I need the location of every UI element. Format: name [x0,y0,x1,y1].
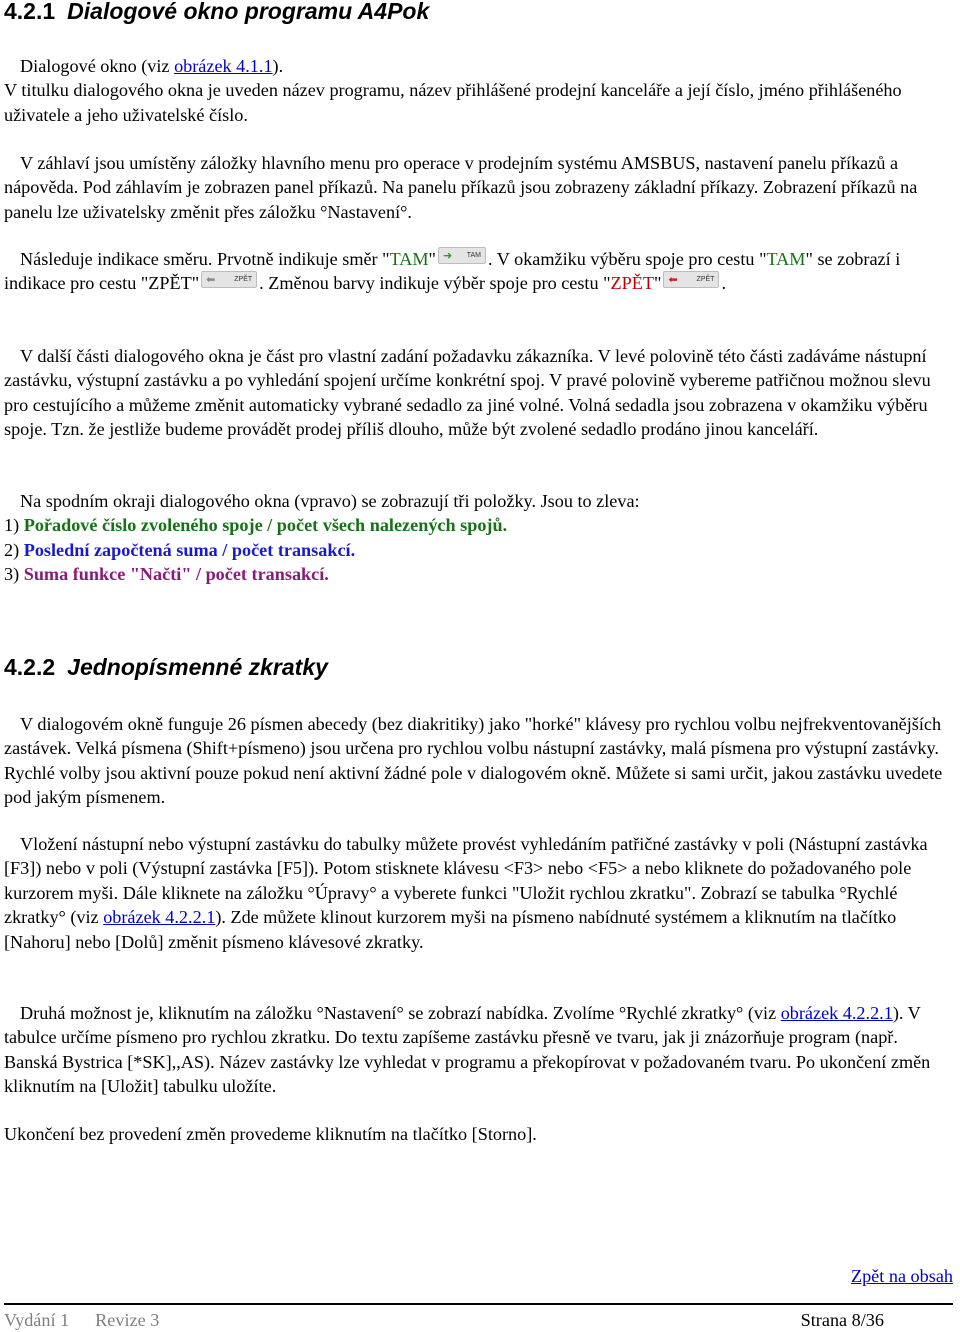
direction-paragraph: Následuje indikace směru. Prvotně indikuje směr "TAM" ➜ TAM . V okamžiku výběru spoje pro cestu "TAM" se zobrazí i indikace pro cestu "ZPĚT" ⬅ ZPĚT . Změnou barvy indikuje výběr spoje pro cestu "ZPĚT" ⬅ ZPĚT . [4,249,901,294]
arrow-left-icon: ⬅ [206,273,216,287]
shortcuts-paragraph: V dialogovém okně funguje 26 písmen abecedy (bez diakritiky) jako "horké" klávesy pro rychlou volbu nejfrekventovanějších zastávek. Velká písmena (Shift+písmeno) jsou určena pro rychlou volbu nástupní zastávky, malá písmena pro výstupní zastávky. Rychlé volby jsou aktivní pouze pokud není aktivní žádné pole v dialogovém okně. Můžete si sami určit, jakou zastávku uvedete pod jakým písmenem. [4,714,943,808]
back-to-contents-link[interactable]: Zpět na obsah [850,1266,953,1286]
link-obrazek-4-1-1[interactable]: obrázek 4.1.1 [174,56,273,76]
header-tabs-paragraph: V záhlaví jsou umístěny záložky hlavního menu pro operace v prodejním systému AMSBUS, nastavení panelu příkazů a nápověda. Pod záhlavím je zobrazen panel příkazů. Na panelu příkazů jsou zobrazeny základní příkazy. Zobrazení příkazů na panelu lze uživatelsky změnit přes záložku °Nastavení°. [4,153,918,222]
link-obrazek-4-2-2-1-second[interactable]: obrázek 4.2.2.1 [780,1003,893,1023]
page-footer [4,1308,884,1332]
intro-paragraph: Dialogové okno (viz obrázek 4.1.1). V titulku dialogového okna je uveden název programu, název přihlášené prodejní kanceláře a její číslo, jméno přihlášeného uživatele a jeho uživatelské číslo. [4,56,902,125]
section-heading-4-2-2: 4.2.2 Jednopísmenné zkratky [4,654,328,680]
zpet-button-image-gray: ⬅ ZPĚT [201,271,257,288]
section-heading-4-2-1: 4.2.1 Dialogové okno programu A4Pok [4,0,430,24]
footer-edition: Vydání 1 [4,1310,70,1330]
footer-divider [4,1303,953,1305]
second-option-paragraph: Druhá možnost je, kliknutím na záložku °Nastavení° se zobrazí nabídka. Zvolíme °Rychlé zkratky° (viz obrázek 4.2.2.1). V tabulce určíme písmeno pro rychlou zkratku. Do textu zapíšeme zastávku přesně ve tvaru, jak ji znázorňuje program (např. Banská Bystrica [*SK],,AS). Název zastávky lze vyhledat v programu a překopírovat v požadovaném tvaru. Po ukončení změn kliknutím na [Uložit] tabulku uložíte. [4,1003,931,1097]
bottom-items-paragraph: Na spodním okraji dialogového okna (vpravo) se zobrazují tři položky. Jsou to zleva: 1) Pořadové číslo zvoleného spoje / počet všech nalezených spojů. 2) Poslední započtená suma / počet transakcí. 3) Suma funkce "Načti" / počet transakcí. [4,491,640,585]
insert-stop-paragraph: Vložení nástupní nebo výstupní zastávku do tabulky můžete provést vyhledáním patřičné zastávky v poli (Nástupní zastávka [F3]) nebo v poli (Výstupní zastávka [F5]). Potom stisknete klávesu <F3> nebo <F5> a nebo kliknete do požadovaného pole kurzorem myši. Dále kliknete na záložku °Úpravy° a vyberete funkci "Uložit rychlou zkratku". Zobrazí se tabulka °Rychlé zkratky° (viz obrázek 4.2.2.1). Zde můžete klinout kurzorem myši na písmeno nabídnuté systémem a kliknutím na tlačítko [Nahoru] nebo [Dolů] změnit písmeno klávesové zkratky. [4,834,928,952]
arrow-right-icon: ➜ [442,249,453,262]
item-1: Pořadové číslo zvoleného spoje / počet všech nalezených spojů [23,515,503,536]
link-obrazek-4-2-2-1[interactable]: obrázek 4.2.2.1 [103,907,216,928]
item-2: Poslední započtená suma / počet transakcí [23,539,351,560]
tam-button-image: ➜ TAM [438,247,486,264]
item-3: Suma funkce "Načti" / počet transakcí [23,564,325,585]
cancel-paragraph: Ukončení bez provedení změn provedeme kliknutím na tlačítko [Storno]. [4,1124,537,1144]
zpet-button-image-red: ⬅ ZPĚT [663,271,719,288]
request-paragraph: V další části dialogového okna je část pro vlastní zadání požadavku zákazníka. V levé polovině této části zadáváme nástupní zastávku, výstupní zastávku a po vyhledání spojení určíme konkrétní spoj. V pravé polovině vybereme patřičnou možnou slevu pro cestujícího a můžeme změnit automaticky vybrané sedadlo za jiné volné. Volná sedadla jsou zobrazena v okamžiku výběru spoje. Tzn. že jestliže budeme provádět prodej příliš dlouho, může být zvolené sedadlo prodáno jinou kanceláří. [4,346,931,440]
arrow-left-icon: ⬅ [668,273,678,287]
footer-page-number: Strana 8/36 [800,1310,884,1330]
footer-revision: Revize 3 [95,1310,160,1330]
